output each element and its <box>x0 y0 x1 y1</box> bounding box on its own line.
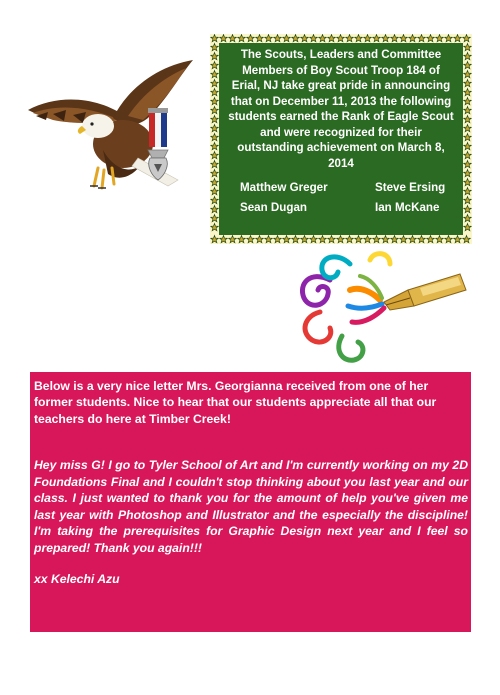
border-star-icon <box>274 35 282 42</box>
border-star-icon <box>292 35 300 42</box>
border-star-icon <box>211 179 219 186</box>
border-star-icon <box>211 170 219 177</box>
border-star-icon <box>337 236 345 243</box>
border-star-icon <box>211 206 219 213</box>
border-star-icon <box>211 71 219 78</box>
border-star-icon <box>319 35 327 42</box>
border-star-icon <box>463 35 471 42</box>
border-star-icon <box>211 224 219 231</box>
border-star-icon <box>373 35 381 42</box>
border-star-icon <box>238 35 246 42</box>
border-star-icon <box>211 80 219 87</box>
border-star-icon <box>220 35 228 42</box>
border-star-icon <box>211 143 219 150</box>
border-star-icon <box>283 35 291 42</box>
border-star-icon <box>464 179 472 186</box>
announcement-text: The Scouts, Leaders and Committee Members of Boy Scout Troop 184 of Erial, NJ take great pride in announcing that on December 11, 2013 the following students earned the Rank of Eagle Scout and were recognized for their outstanding achievement on March 8, 2014 <box>228 48 454 170</box>
border-star-icon <box>436 35 444 42</box>
border-star-icon <box>464 152 472 159</box>
border-star-icon <box>464 125 472 132</box>
student-letter: Hey miss G! I go to Tyler School of Art and I'm currently working on my 2D Foundations Final and I couldn't stop thinking about you last year and our class. I just wanted to thank you for the amount of help you've given me last year with Photoshop and Illustrator and the especially the discipline! I'm taking the prerequisites for Graphic Design next year and I feel so prepared! Thank you again!!! <box>34 458 468 555</box>
border-star-icon <box>464 134 472 141</box>
border-star-icon <box>391 236 399 243</box>
border-star-icon <box>346 35 354 42</box>
border-star-icon <box>355 35 363 42</box>
border-star-icon <box>229 236 237 243</box>
border-star-icon <box>346 236 354 243</box>
border-star-icon <box>364 236 372 243</box>
border-star-icon <box>265 35 273 42</box>
eagle-scout-announcement <box>219 43 463 235</box>
border-star-icon <box>463 236 471 243</box>
border-star-icon <box>310 35 318 42</box>
border-star-icon <box>464 80 472 87</box>
border-star-icon <box>211 215 219 222</box>
student-letter-notice <box>30 372 471 632</box>
eagle-scout-names <box>219 181 463 221</box>
border-star-icon <box>229 35 237 42</box>
border-star-icon <box>319 236 327 243</box>
border-star-icon <box>464 62 472 69</box>
border-star-icon <box>211 197 219 204</box>
border-star-icon <box>328 236 336 243</box>
border-star-icon <box>211 161 219 168</box>
border-star-icon <box>355 236 363 243</box>
border-star-icon <box>211 53 219 60</box>
scout-name: Sean Dugan <box>240 201 307 214</box>
border-star-icon <box>464 116 472 123</box>
border-star-icon <box>454 35 462 42</box>
border-star-icon <box>464 107 472 114</box>
eagle-illustration <box>28 58 218 208</box>
border-star-icon <box>427 35 435 42</box>
border-star-icon <box>464 44 472 51</box>
border-star-icon <box>445 35 453 42</box>
border-star-icon <box>391 35 399 42</box>
border-star-icon <box>265 236 273 243</box>
border-star-icon <box>454 236 462 243</box>
border-star-icon <box>211 107 219 114</box>
border-star-icon <box>301 35 309 42</box>
border-star-icon <box>373 236 381 243</box>
border-star-icon <box>409 236 417 243</box>
border-star-icon <box>256 35 264 42</box>
border-star-icon <box>211 188 219 195</box>
border-star-icon <box>464 143 472 150</box>
letter-signature: xx Kelechi Azu <box>34 572 120 586</box>
border-star-icon <box>211 125 219 132</box>
border-star-icon <box>464 206 472 213</box>
border-star-icon <box>211 98 219 105</box>
border-star-icon <box>464 89 472 96</box>
border-star-icon <box>364 35 372 42</box>
border-star-icon <box>464 188 472 195</box>
border-star-icon <box>211 236 219 243</box>
border-star-icon <box>211 35 219 42</box>
border-star-icon <box>247 236 255 243</box>
border-star-icon <box>382 236 390 243</box>
border-star-icon <box>464 197 472 204</box>
border-star-icon <box>337 35 345 42</box>
border-star-icon <box>211 44 219 51</box>
border-star-icon <box>409 35 417 42</box>
border-star-icon <box>464 98 472 105</box>
border-star-icon <box>400 236 408 243</box>
border-star-icon <box>328 35 336 42</box>
border-star-icon <box>464 224 472 231</box>
fountain-pen-icon <box>290 250 470 365</box>
border-star-icon <box>247 35 255 42</box>
scout-name: Matthew Greger <box>240 181 328 194</box>
border-star-icon <box>464 170 472 177</box>
border-star-icon <box>427 236 435 243</box>
border-star-icon <box>274 236 282 243</box>
border-star-icon <box>211 152 219 159</box>
border-star-icon <box>301 236 309 243</box>
border-star-icon <box>418 236 426 243</box>
border-star-icon <box>211 116 219 123</box>
border-star-icon <box>445 236 453 243</box>
border-star-icon <box>382 35 390 42</box>
border-star-icon <box>238 236 246 243</box>
border-star-icon <box>211 89 219 96</box>
border-star-icon <box>283 236 291 243</box>
border-star-icon <box>464 161 472 168</box>
border-star-icon <box>464 215 472 222</box>
border-star-icon <box>211 134 219 141</box>
border-star-icon <box>220 236 228 243</box>
border-star-icon <box>400 35 408 42</box>
eagle-scout-medal-icon <box>148 108 168 180</box>
scout-name: Steve Ersing <box>375 181 446 194</box>
border-star-icon <box>436 236 444 243</box>
border-star-icon <box>256 236 264 243</box>
notice-intro: Below is a very nice letter Mrs. Georgianna received from one of her former students. Nice to hear that our students appreciate all that our teachers do here at Timber Creek! <box>34 379 437 426</box>
border-star-icon <box>310 236 318 243</box>
scout-name: Ian McKane <box>375 201 440 214</box>
border-star-icon <box>464 53 472 60</box>
border-star-icon <box>418 35 426 42</box>
border-star-icon <box>292 236 300 243</box>
border-star-icon <box>464 71 472 78</box>
border-star-icon <box>211 62 219 69</box>
